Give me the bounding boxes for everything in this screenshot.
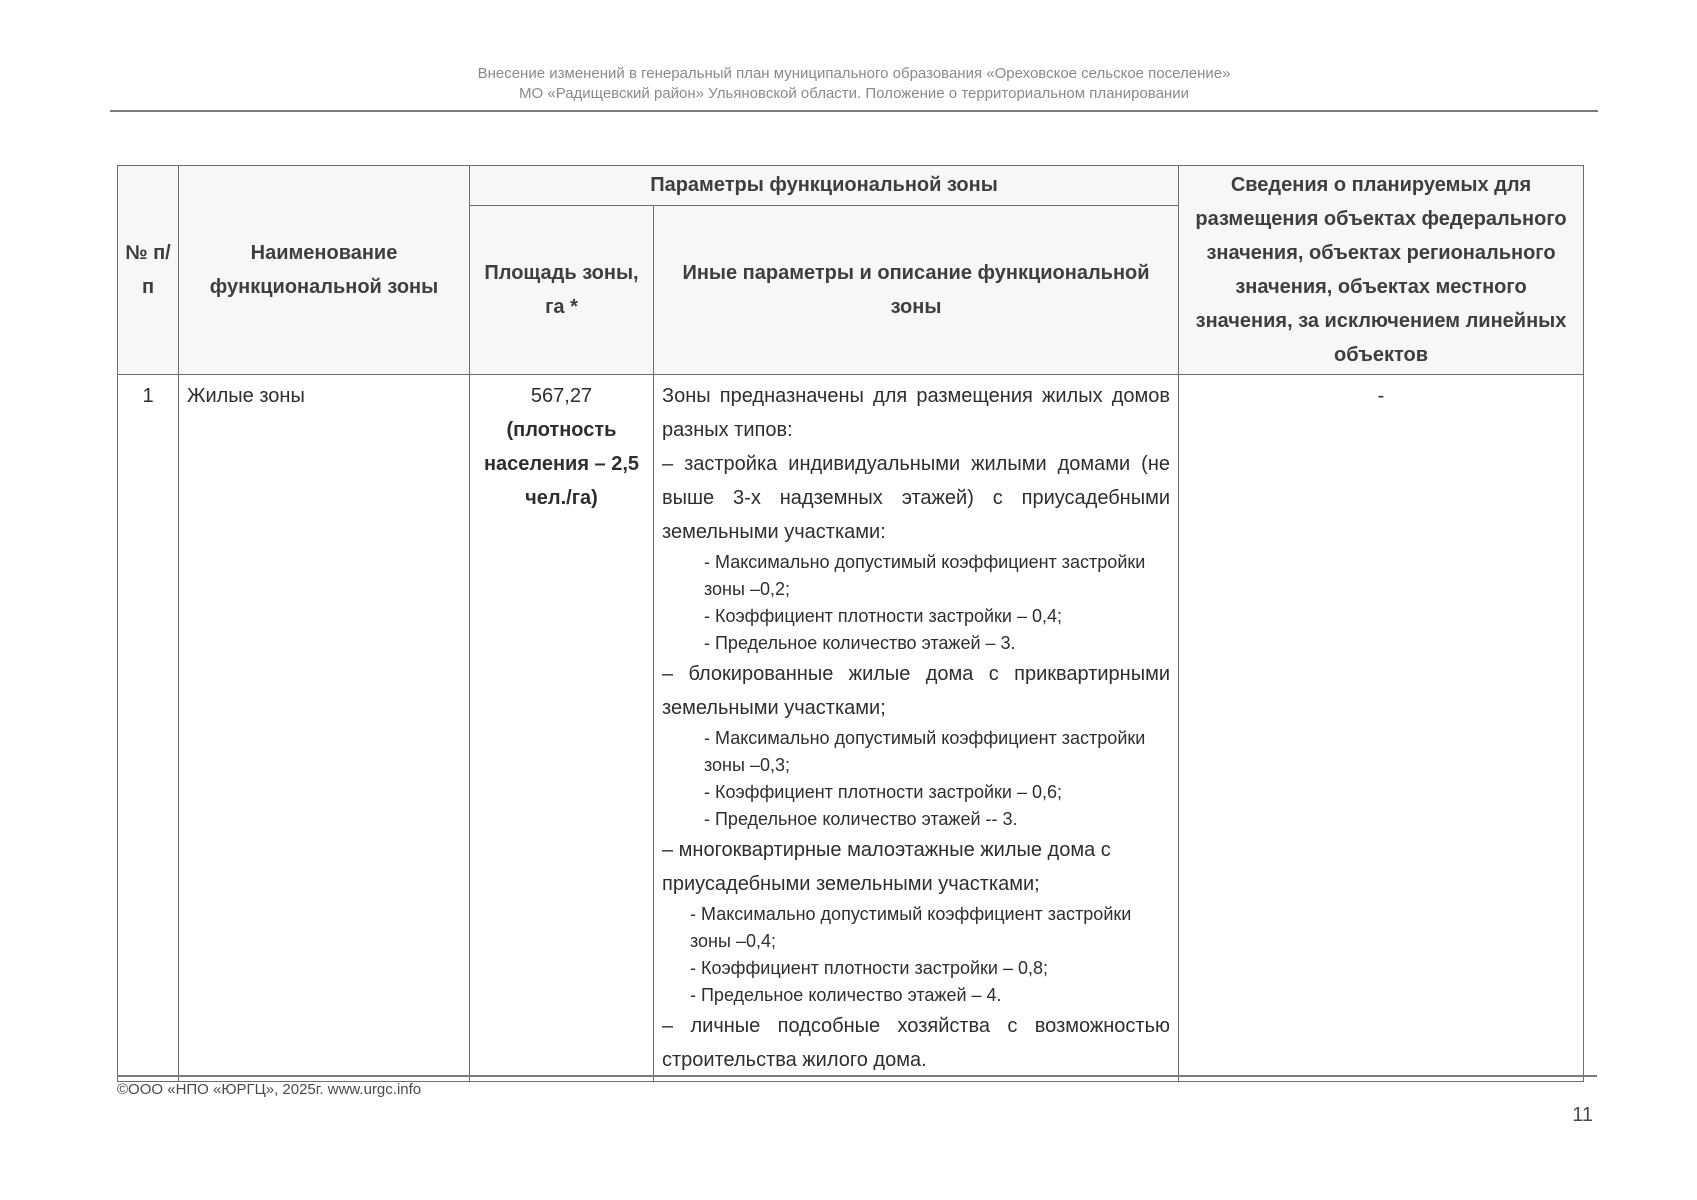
header-divider: [110, 110, 1598, 112]
desc-param: - Предельное количество этажей – 4.: [690, 985, 1002, 1005]
footer-copyright: ©ООО «НПО «ЮРГЦ», 2025г. www.urgc.info: [117, 1081, 422, 1098]
desc-param: - Предельное количество этажей -- 3.: [704, 809, 1018, 829]
row-description: [654, 375, 1179, 1082]
header-line-1: Внесение изменений в генеральный план муниципального образования «Ореховское сельское поселение»: [477, 65, 1231, 82]
header-num: № п/п: [118, 166, 179, 375]
desc-param: - Максимально допустимый коэффициент застройки зоны –0,4;: [690, 904, 1132, 951]
area-density: (плотность населения – 2,5 чел./га): [483, 419, 640, 509]
desc-item-individual-houses: – застройка индивидуальными жилыми домами (не выше 3-х надземных этажей) с приусадебными земельными участками:: [662, 453, 1171, 543]
page-number: 11: [1572, 1104, 1593, 1126]
desc-item-personal-farms: – личные подсобные хозяйства с возможностью строительства жилого дома.: [662, 1015, 1171, 1071]
row-zone-name: Жилые зоны: [179, 375, 470, 1082]
desc-intro: Зоны предназначены для размещения жилых домов разных типов:: [662, 385, 1171, 441]
desc-param: - Предельное количество этажей – 3.: [704, 633, 1016, 653]
header-other-params: Иные параметры и описание функциональной зоны: [654, 205, 1179, 374]
header-zone-name: Наименование функциональной зоны: [179, 166, 470, 375]
page-header: [110, 64, 1598, 104]
desc-param: - Максимально допустимый коэффициент застройки зоны –0,3;: [704, 728, 1146, 775]
header-federal-objects: Сведения о планируемых для размещения объектах федерального значения, объектах регионального значения, объектах местного значения, за исключением линейных объектов: [1179, 166, 1584, 375]
row-area: [470, 375, 654, 1082]
desc-param: - Коэффициент плотности застройки – 0,8;: [690, 958, 1049, 978]
header-area: Площадь зоны, га *: [470, 205, 654, 374]
area-value: 567,27: [530, 385, 593, 407]
row-num: 1: [118, 375, 179, 1082]
desc-item-blocked-houses: – блокированные жилые дома с приквартирными земельными участками;: [662, 663, 1171, 719]
header-line-2: МО «Радищевский район» Ульяновской области. Положение о территориальном планировании: [519, 85, 1189, 102]
table-row: [118, 375, 1584, 1082]
desc-item-apartment-houses: – многоквартирные малоэтажные жилые дома с приусадебными земельными участками;: [662, 839, 1111, 895]
header-params-group: Параметры функциональной зоны: [470, 166, 1179, 206]
row-federal-objects: -: [1179, 375, 1584, 1082]
desc-param: - Коэффициент плотности застройки – 0,6;: [704, 782, 1063, 802]
desc-param: - Максимально допустимый коэффициент застройки зоны –0,2;: [704, 552, 1146, 599]
functional-zones-table: [117, 165, 1584, 1082]
desc-param: - Коэффициент плотности застройки – 0,4;: [704, 606, 1063, 626]
footer-divider: [117, 1075, 1597, 1077]
